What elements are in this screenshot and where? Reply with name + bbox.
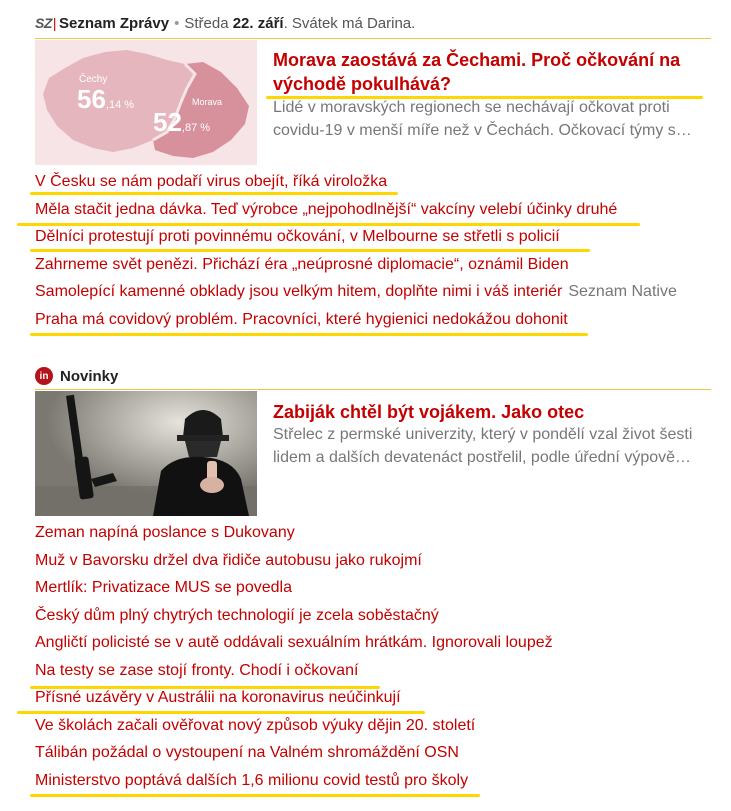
morava-value: 52,87 % (153, 107, 211, 137)
highlight-underline (30, 192, 398, 195)
date-day: Středa (184, 14, 229, 32)
novinky-link-6[interactable]: Přísné uzávěry v Austrálii na koronavirus neúčinkují (35, 689, 401, 706)
seznam-zpravy-brand[interactable]: Seznam Zprávy (59, 14, 170, 32)
novinky-link-0[interactable]: Zeman napíná poslance s Dukovany (35, 524, 295, 541)
czech-map-thumbnail[interactable] (35, 40, 257, 165)
seznam-header-rule (35, 38, 711, 39)
novinky-header-rule (35, 389, 711, 390)
highlight-underline (30, 333, 588, 336)
highlight-underline (17, 223, 640, 226)
morava-label: Morava (192, 97, 223, 107)
czech-map-graphic (35, 40, 257, 165)
seznam-link-3[interactable]: Zahrneme svět penězi. Přichází éra „neúprosné diplomacie“, oznámil Biden (35, 255, 569, 273)
novinky-lead-perex[interactable]: Střelec z permské univerzity, který v pondělí vzal život šesti lidem a dalších devatenáct postřelil, podle úřední výpově… (273, 426, 693, 466)
novinky-link-1[interactable]: Muž v Bavorsku držel dva řidiče autobusu jako rukojmí (35, 551, 422, 569)
cechy-label: Čechy (79, 74, 108, 85)
seznam-lead-title[interactable]: Morava zaostává za Čechami. Proč očkování na východě pokulhává? (273, 50, 681, 94)
seznam-link-5[interactable]: Praha má covidový problém. Pracovníci, které hygienici nedokážou dohonit (35, 310, 568, 328)
date-bold: 22. září (232, 14, 284, 32)
novinky-link-list (35, 519, 553, 794)
seznam-header (35, 10, 711, 36)
novinky-header (35, 363, 711, 389)
novinky-lead-photo[interactable] (35, 391, 257, 516)
novinky-link-3[interactable]: Český dům plný chytrých technologií je zcela soběstačný (35, 606, 439, 624)
novinky-link-4[interactable]: Angličtí policisté se v autě oddávali sexuálním hrátkám. Ignorovali loupež (35, 634, 553, 651)
seznam-link-1[interactable]: Měla stačit jedna dávka. Teď výrobce „nejpohodlnější“ vakcíny velebí účinky druhé (35, 200, 618, 218)
seznam-native-tag: Seznam Native (568, 283, 677, 300)
highlight-underline (30, 249, 590, 252)
highlight-underline (30, 686, 380, 689)
highlight-underline (17, 711, 425, 714)
nameday-text: . Svátek má Darina. (283, 14, 416, 32)
novinky-link-8[interactable]: Tálibán požádal o vystoupení na Valném shromáždění OSN (35, 744, 459, 761)
novinky-link-7[interactable]: Ve školách začali ověřovat nový způsob výuky dějin 20. století (35, 716, 476, 734)
novinky-brand[interactable]: Novinky (60, 367, 119, 385)
highlight-underline (30, 794, 480, 797)
cechy-value: 56,14 % (77, 84, 135, 114)
novinky-link-2[interactable]: Mertlík: Privatizace MUS se povedla (35, 579, 292, 596)
novinky-link-9[interactable]: Ministerstvo poptává dalších 1,6 milionu covid testů pro školy (35, 771, 469, 789)
novinky-link-5[interactable]: Na testy se zase stojí fronty. Chodí i očkovaní (35, 661, 359, 679)
novinky-lead-title[interactable]: Zabiják chtěl být vojákem. Jako otec (273, 402, 585, 422)
seznam-link-2[interactable]: Dělníci protestují proti povinnému očkování, v Melbourne se střetli s policií (35, 228, 560, 245)
seznam-zpravy-logo[interactable]: SZ| (35, 15, 57, 31)
separator-dot: • (174, 14, 180, 32)
seznam-link-0[interactable]: V Česku se nám podaří virus obejít, říká viroložka (35, 173, 388, 190)
novinky-logo-icon[interactable]: in (35, 367, 53, 385)
seznam-lead-perex[interactable]: Lidé v moravských regionech se nechávají očkovat proti covidu-19 v menší míře než v Čechách. Očkovací týmy s… (273, 99, 692, 139)
date-line (184, 15, 415, 32)
shooter-photo-graphic (35, 391, 257, 516)
seznam-link-4[interactable]: Samolepící kamenné obklady jsou velkým hitem, doplňte nimi i váš interiér Seznam Native (35, 283, 677, 300)
